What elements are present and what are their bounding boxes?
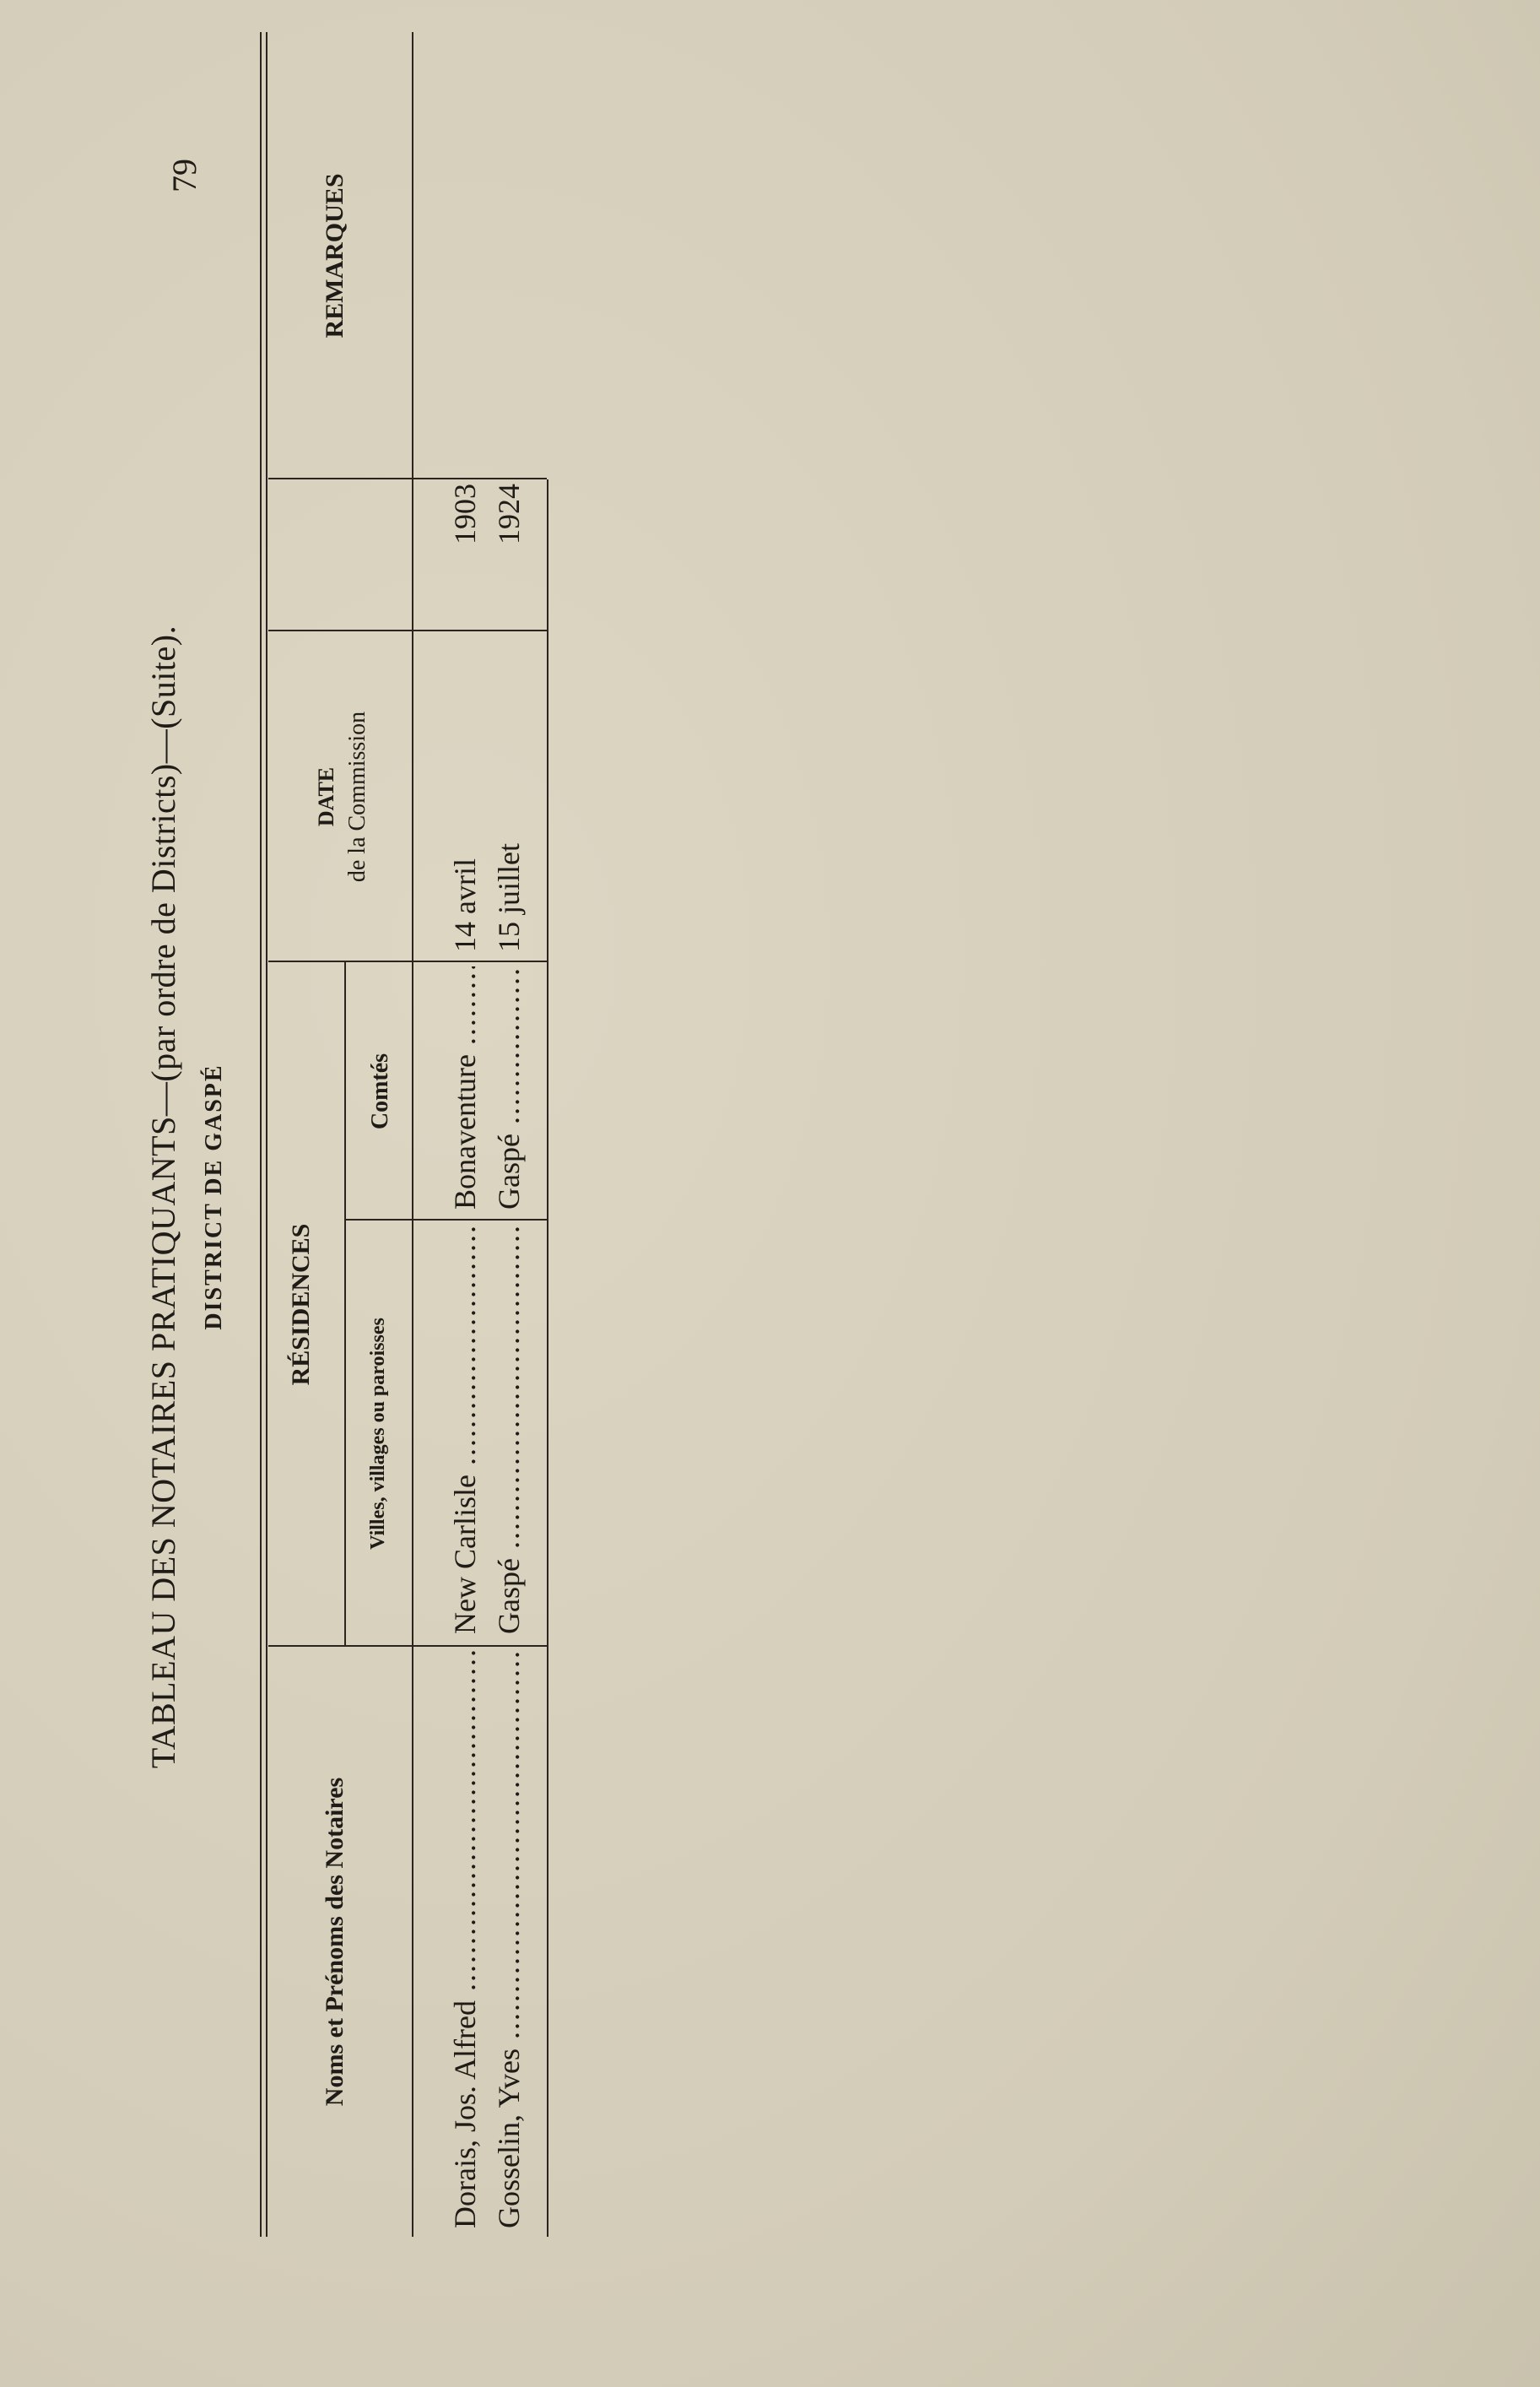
row-year: 1924 xyxy=(492,484,526,544)
row-county: Bonaventure ..... xyxy=(447,966,483,1210)
header-counties: Comtés xyxy=(367,1053,393,1130)
row-town: Gaspé ..... xyxy=(491,1224,527,1634)
page-title: TABLEAU DES NOTAIRES PRATIQUANTS—(par ordre de Districts)—(Suite). xyxy=(144,625,182,1769)
header-residences: RÉSIDENCES xyxy=(287,1223,315,1386)
col-sep-date-year xyxy=(412,478,547,479)
header-remarks: REMARQUES xyxy=(321,173,349,338)
row-town: New Carlisle ..... xyxy=(447,1224,483,1634)
district-subtitle: DISTRICT DE GASPÉ xyxy=(201,1064,227,1330)
row-year: 1903 xyxy=(448,484,482,544)
header-towns: Villes, villages ou paroisses xyxy=(367,1318,389,1550)
header-date-line2: de la Commission xyxy=(344,711,370,883)
header-bottom-rule xyxy=(412,32,413,2237)
row-date: 14 avril xyxy=(448,858,482,952)
residences-subrule xyxy=(344,962,346,1647)
header-date-line1: DATE xyxy=(314,766,338,827)
table-top-rule xyxy=(260,32,262,2237)
row-name: Dorais, Jos. Alfred ..... xyxy=(447,1651,483,2228)
row-date: 15 juillet xyxy=(492,843,526,952)
row-name: Gosselin, Yves ..... xyxy=(491,1651,527,2228)
col-sep-date xyxy=(268,630,547,631)
page-number: 79 xyxy=(165,159,203,192)
row-county: Gaspé ..... xyxy=(491,966,527,1210)
rows-bottom-rule xyxy=(547,479,548,2237)
header-names: Noms et Prénoms des Notaires xyxy=(321,1777,349,2107)
